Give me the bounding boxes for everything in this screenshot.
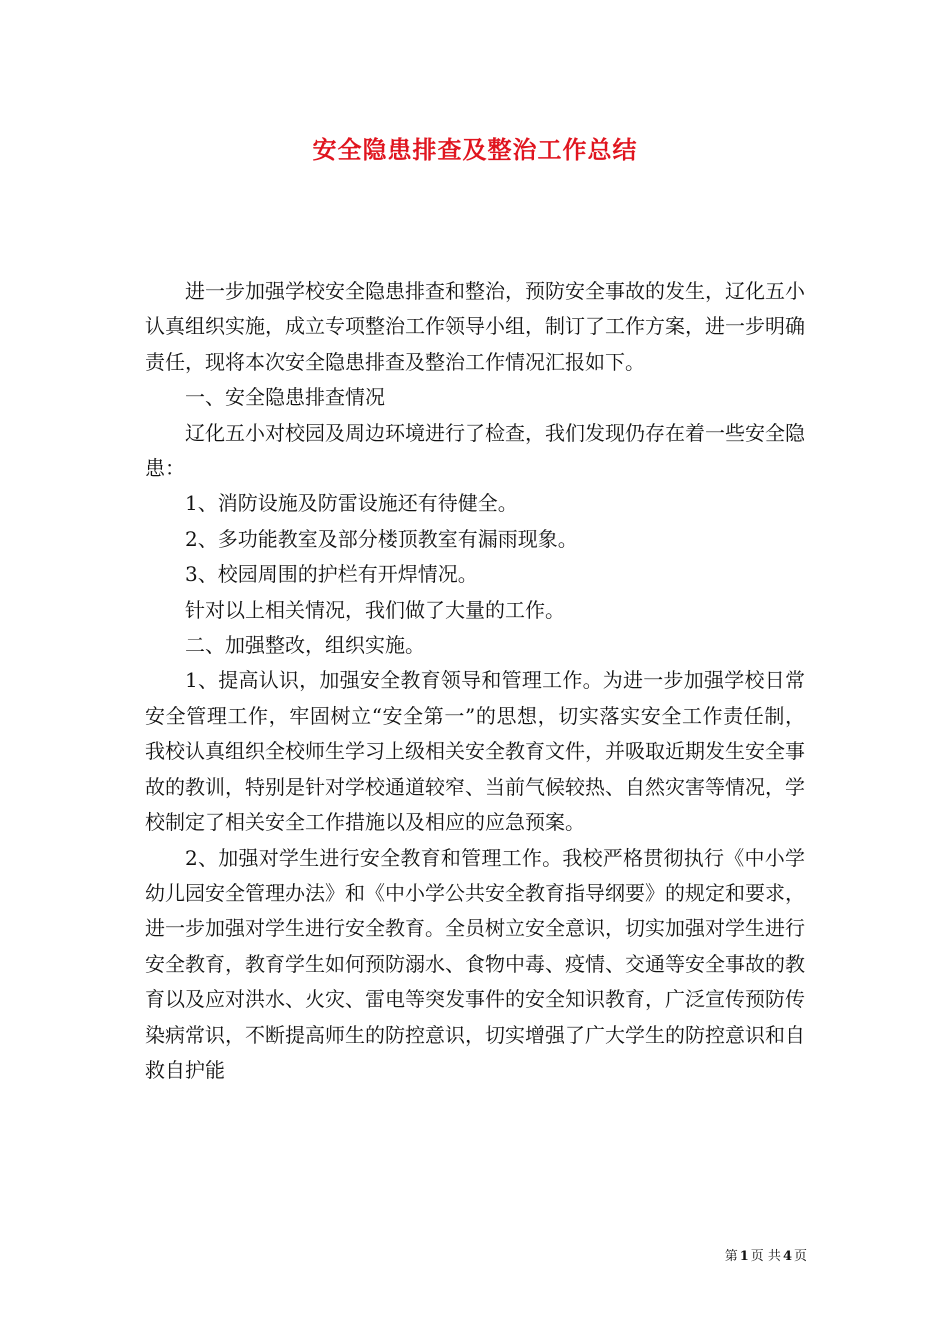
footer-prefix: 第 — [724, 1249, 738, 1264]
paragraph-inspection: 辽化五小对校园及周边环境进行了检查，我们发现仍存在着一些安全隐患： — [145, 420, 805, 481]
document-title: 安全隐患排查及整治工作总结 — [312, 135, 638, 164]
footer-middle: 页 共 — [750, 1249, 781, 1264]
list-item-3: 3、校园周围的护栏有开焊情况。 — [185, 562, 478, 587]
document-body — [145, 274, 805, 1088]
footer-total-pages: 4 — [782, 1249, 792, 1264]
section-heading-2: 二、加强整改，组织实施。 — [185, 633, 425, 658]
section-heading-1: 一、安全隐患排查情况 — [185, 385, 385, 410]
list-item-1: 1、消防设施及防雷设施还有待健全。 — [185, 491, 518, 516]
list-item-2: 2、多功能教室及部分楼顶教室有漏雨现象。 — [185, 526, 578, 551]
paragraph-rectification-1: 1、提高认识，加强安全教育领导和管理工作。为进一步加强学校日常安全管理工作，牢固树立“安全第一”的思想，切实落实安全工作责任制，我校认真组织全校师生学习上级相关安全教育文件，并吸取近期发生安全事故的教训，特别是针对学校通道较窄、当前气候较热、自然灾害等情况，学校制定了相关安全工作措施以及相应的应急预案。 — [145, 668, 805, 835]
paragraph-response: 针对以上相关情况，我们做了大量的工作。 — [185, 597, 565, 622]
paragraph-rectification-2: 2、加强对学生进行安全教育和管理工作。我校严格贯彻执行《中小学幼儿园安全管理办法》和《中小学公共安全教育指导纲要》的规定和要求，进一步加强对学生进行安全教育。全员树立安全意识，切实加强对学生进行安全教育，教育学生如何预防溺水、食物中毒、疫情、交通等安全事故的教育以及应对洪水、火灾、雷电等突发事件的安全知识教育，广泛宣传预防传染病常识，不断提高师生的防控意识，切实增强了广大学生的防控意识和自救自护能 — [145, 845, 805, 1082]
paragraph-intro: 进一步加强学校安全隐患排查和整治，预防安全事故的发生，辽化五小认真组织实施，成立专项整治工作领导小组，制订了工作方案，进一步明确责任，现将本次安全隐患排查及整治工作情况汇报如下。 — [145, 279, 805, 374]
page-footer — [725, 1245, 807, 1264]
footer-suffix: 页 — [793, 1249, 807, 1264]
footer-current-page: 1 — [739, 1249, 749, 1264]
